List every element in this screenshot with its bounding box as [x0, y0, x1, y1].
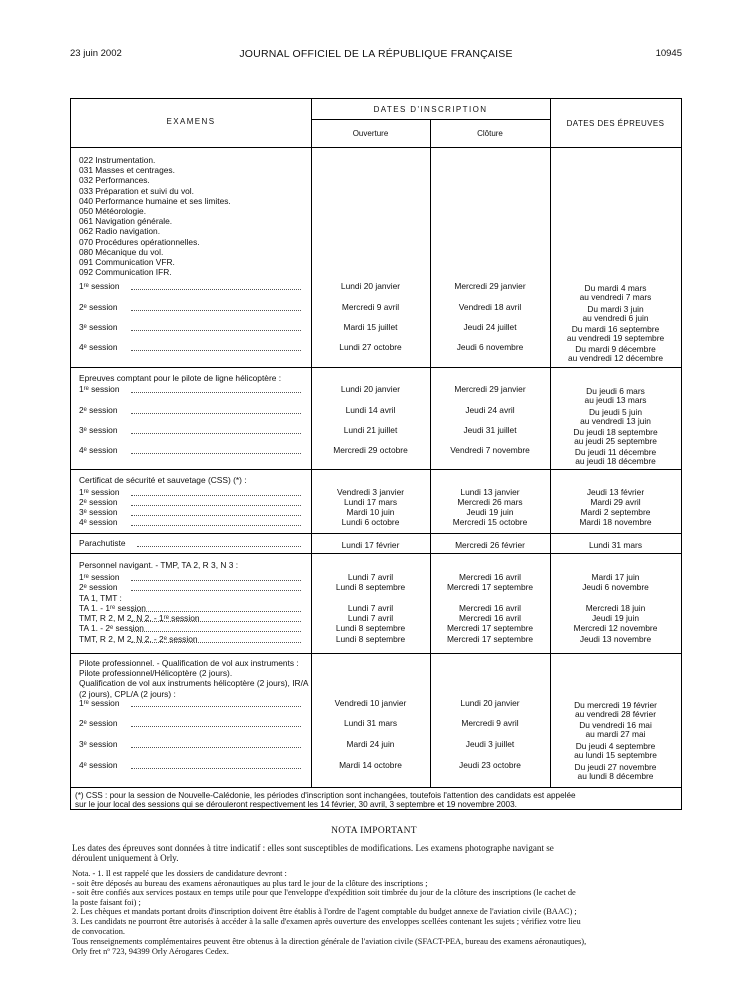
epreuve-date-end: au lundi 15 septembre [574, 750, 657, 760]
text-line: 033 Préparation et suivi du vol. [79, 185, 194, 196]
cloture-date: Jeudi 6 novembre [456, 342, 524, 352]
cloture-date: Mercredi 29 janvier [454, 281, 526, 291]
header-dates-inscription: DATES D'INSCRIPTION [373, 105, 488, 114]
epreuve-date-start: Du jeudi 27 novembre [574, 762, 657, 772]
text-line: 091 Communication VFR. [79, 257, 175, 268]
ouverture-date: Mardi 24 juin [346, 739, 395, 749]
ouverture-date: Vendredi 10 janvier [334, 698, 407, 708]
cloture-date: Mercredi 26 mars [457, 497, 523, 507]
ouverture-date: Lundi 7 avril [347, 613, 394, 623]
epreuve-date: Mardi 29 avril [590, 497, 641, 507]
section-heading: Personnel navigant. - TMP, TA 2, R 3, N 3 : [79, 560, 239, 570]
ouverture-date: Lundi 20 janvier [340, 384, 401, 394]
epreuve-date-end: au jeudi 18 décembre [575, 456, 656, 466]
epreuve-date-end: au vendredi 19 septembre [566, 333, 665, 343]
ouverture-date: Mardi 10 juin [346, 507, 395, 517]
leader-dots [131, 590, 301, 591]
exam-schedule-table [70, 98, 682, 810]
text-line: la poste faisant foi) ; [72, 897, 141, 907]
epreuve-date: Jeudi 13 novembre [579, 634, 652, 644]
session-label: 1ʳᵉ session [79, 572, 120, 582]
cloture-date: Jeudi 24 juillet [463, 322, 517, 332]
text-line: 050 Météorologie. [79, 206, 147, 217]
section-heading [79, 658, 309, 699]
session-label: 2ᵉ session [79, 582, 118, 592]
session-label: TA 1. - 2ᵉ session [79, 623, 144, 633]
issue-date: 23 juin 2002 [70, 48, 122, 59]
text-line: (*) CSS : pour la session de Nouvelle-Calédonie, les périodes d'inscription sont inchangées, toutefois l'attention des candidats est appelée [75, 791, 576, 800]
ouverture-date: Mercredi 29 octobre [333, 445, 408, 455]
cloture-date: Jeudi 31 juillet [463, 425, 517, 435]
header-dates-epreuves: DATES DES ÉPREUVES [566, 119, 665, 128]
epreuve-date-start: Du vendredi 16 mai [579, 720, 652, 730]
session-label: 2ᵉ session [79, 302, 118, 312]
leader-dots [137, 546, 301, 547]
parachutiste-label: Parachutiste [79, 538, 126, 548]
epreuve-date: Mercredi 18 juin [585, 603, 646, 613]
text-line: de convocation. [72, 926, 126, 936]
epreuve-date-end: au lundi 8 décembre [577, 771, 654, 781]
ouverture-date: Mardi 15 juillet [343, 322, 398, 332]
ouverture-date: Vendredi 3 janvier [336, 487, 405, 497]
epreuve-date: Jeudi 13 février [586, 487, 645, 497]
ouverture-date: Lundi 7 avril [347, 572, 394, 582]
ouverture-date: Lundi 14 avril [345, 405, 396, 415]
text-line: sur le jour local des sessions qui se dérouleront respectivement les 14 février, 30 avril, 3 septembre et 19 novembre 2003. [75, 800, 517, 810]
ouverture-date: Lundi 31 mars [343, 718, 398, 728]
leader-dots [131, 642, 301, 643]
epreuve-date-start: Du jeudi 6 mars [586, 386, 645, 396]
epreuve-date-start: Du mardi 16 septembre [571, 324, 660, 334]
leader-dots [131, 495, 301, 496]
footnote-css [75, 791, 576, 810]
cloture-date: Mercredi 17 septembre [446, 582, 534, 592]
leader-dots [131, 350, 301, 351]
epreuve-date-end: au jeudi 25 septembre [574, 436, 657, 446]
section-subheading: TA 1, TMT : [79, 593, 122, 603]
row-divider [71, 533, 681, 534]
epreuve-date-start: Du mardi 3 juin [587, 304, 644, 314]
session-label: 1ʳᵉ session [79, 384, 120, 394]
epreuve-date-start: Du mardi 9 décembre [575, 344, 656, 354]
text-line: Orly fret nº 723, 94399 Orly Aérogares Cedex. [72, 946, 229, 956]
cloture-date: Lundi 13 janvier [460, 487, 520, 497]
ouverture-date: Lundi 17 mars [343, 497, 398, 507]
ouverture-date: Lundi 6 octobre [341, 517, 400, 527]
header-ouverture: Ouverture [352, 129, 389, 138]
text-line: (2 jours), CPL/A (2 jours) : [79, 688, 176, 699]
cloture-date: Jeudi 23 octobre [459, 760, 521, 770]
session-label: 4ᵉ session [79, 342, 118, 352]
session-label: 2ᵉ session [79, 405, 118, 415]
epreuve-date-start: Du jeudi 5 juin [588, 407, 643, 417]
text-line: 3. Les candidats ne pourront être autorisés à accéder à la salle d'examen après ouverture des enveloppes scellées contenant les sujets ; vérifiez votre lieu [72, 916, 581, 926]
text-line: 031 Masses et centrages. [79, 165, 175, 176]
epreuve-date-start: Du jeudi 18 septembre [573, 427, 658, 437]
text-line: Tous renseignements complémentaires peuvent être obtenus à la direction générale de l'aviation civile (SFACT-PEA, bureau des examens aéronautiques), [72, 937, 587, 946]
ouverture-date: Lundi 20 janvier [340, 281, 401, 291]
epreuve-date-start: Du mardi 4 mars [584, 283, 647, 293]
text-line: Pilote professionnel. - Qualification de vol aux instruments : [79, 658, 299, 668]
cloture-date: Jeudi 24 avril [465, 405, 515, 415]
cloture-date: Vendredi 7 novembre [450, 445, 530, 455]
leader-dots [131, 611, 301, 612]
leader-dots [131, 413, 301, 414]
ouverture-date: Mardi 14 octobre [339, 760, 402, 770]
text-line: 032 Performances. [79, 175, 150, 186]
text-line: 061 Navigation générale. [79, 216, 173, 227]
text-line: Les dates des épreuves sont données à titre indicatif : elles sont susceptibles de modifications. Les examens photographe navigant se [72, 843, 554, 853]
session-label: 1ʳᵉ session [79, 487, 120, 497]
text-line: 080 Mécanique du vol. [79, 246, 164, 257]
leader-dots [131, 433, 301, 434]
leader-dots [131, 310, 301, 311]
leader-dots [131, 453, 301, 454]
leader-dots [131, 631, 301, 632]
leader-dots [131, 289, 301, 290]
epreuve-date-end: au vendredi 7 mars [579, 292, 652, 302]
cloture-date: Mercredi 16 avril [459, 613, 521, 623]
session-label: 1ʳᵉ session [79, 698, 120, 708]
leader-dots [131, 621, 301, 622]
text-line: 040 Performance humaine et ses limites. [79, 195, 231, 206]
epreuve-date-end: au vendredi 28 février [574, 709, 656, 719]
text-line: 2. Les chèques et mandats portant droits d'inscription doivent être établis à l'ordre de l'agent comptable du budget annexe de l'aviation civile (BAAC) ; [72, 907, 577, 917]
text-line: déroulent uniquement à Orly. [72, 853, 179, 864]
ouverture-date: Mercredi 9 avril [341, 302, 400, 312]
leader-dots [131, 747, 301, 748]
cloture-date: Mercredi 17 septembre [446, 634, 534, 644]
row-divider [311, 119, 550, 120]
ouverture-date: Lundi 17 février [341, 540, 400, 550]
epreuve-date-start: Du jeudi 4 septembre [575, 741, 656, 751]
row-divider [71, 367, 681, 368]
leader-dots [131, 392, 301, 393]
page-number: 10945 [655, 48, 682, 59]
epreuve-date: Mardi 2 septembre [580, 507, 651, 517]
cloture-date: Mercredi 29 janvier [454, 384, 526, 394]
text-line: Qualification de vol aux instruments hélicoptère (2 jours), IR/A [79, 678, 309, 689]
cloture-date: Mercredi 26 février [455, 540, 525, 550]
epreuve-date-end: au vendredi 12 décembre [568, 353, 663, 363]
row-divider [71, 147, 681, 148]
session-label: 3ᵉ session [79, 322, 118, 332]
ouverture-date: Lundi 8 septembre [335, 634, 406, 644]
epreuve-date: Mardi 17 juin [591, 572, 640, 582]
ouverture-date: Lundi 27 octobre [339, 342, 402, 352]
session-label: 3ᵉ session [79, 425, 118, 435]
session-label: 3ᵉ session [79, 739, 118, 749]
epreuve-date-end: au vendredi 13 juin [580, 416, 651, 426]
ouverture-date: Lundi 8 septembre [335, 623, 406, 633]
cloture-date: Mercredi 17 septembre [446, 623, 534, 633]
epreuve-date-start: Du jeudi 11 décembre [574, 447, 657, 457]
session-label: 4ᵉ session [79, 445, 118, 455]
epreuve-date: Lundi 31 mars [588, 540, 643, 550]
text-line: - soit être confiés aux services postaux en temps utile pour que l'enveloppe d'expédition soit timbrée du jour de la clôture des inscriptions (le cachet de [72, 888, 576, 898]
text-line: - soit être déposés au bureau des examens aéronautiques au plus tard le jour de la clôture des inscriptions ; [72, 878, 428, 888]
epreuve-date: Jeudi 6 novembre [582, 582, 649, 592]
text-line: 062 Radio navigation. [79, 226, 161, 237]
ouverture-date: Lundi 7 avril [347, 603, 394, 613]
session-label: 4ᵉ session [79, 517, 118, 527]
leader-dots [131, 706, 301, 707]
text-line: Nota. - 1. Il est rappelé que les dossiers de candidature devront : [72, 869, 287, 878]
epreuve-date: Mardi 18 novembre [579, 517, 652, 527]
cloture-date: Jeudi 3 juillet [465, 739, 515, 749]
section-heading: Epreuves comptant pour le pilote de ligne hélicoptère : [79, 373, 282, 383]
cloture-date: Mercredi 15 octobre [452, 517, 528, 527]
ouverture-date: Lundi 21 juillet [343, 425, 398, 435]
epreuve-date-end: au jeudi 13 mars [584, 395, 647, 405]
section-subject-list [79, 155, 231, 277]
cloture-date: Jeudi 19 juin [466, 507, 514, 517]
session-label: 4ᵉ session [79, 760, 118, 770]
cloture-date: Vendredi 18 avril [458, 302, 522, 312]
ouverture-date: Lundi 8 septembre [335, 582, 406, 592]
session-label: TA 1. - 1ʳᵉ session [79, 603, 146, 613]
header-examens: EXAMENS [166, 117, 216, 126]
col-divider [311, 99, 312, 787]
cloture-date: Lundi 20 janvier [460, 698, 520, 708]
leader-dots [131, 525, 301, 526]
row-divider [71, 553, 681, 554]
leader-dots [131, 515, 301, 516]
journal-title: JOURNAL OFFICIEL DE LA RÉPUBLIQUE FRANÇAISE [239, 48, 513, 60]
text-line: 070 Procédures opérationnelles. [79, 236, 200, 247]
leader-dots [131, 505, 301, 506]
row-divider [71, 787, 681, 788]
nota-paragraph-3 [72, 937, 682, 956]
epreuve-date: Jeudi 19 juin [591, 613, 640, 623]
section-heading: Certificat de sécurité et sauvetage (CSS) (*) : [79, 475, 247, 485]
session-label: 3ᵉ session [79, 507, 118, 517]
nota-paragraph-1 [72, 843, 682, 864]
session-label: TMT, R 2, M 2, N 2. - 2ᵉ session [79, 634, 198, 644]
text-line: 092 Communication IFR. [79, 267, 172, 278]
row-divider [71, 469, 681, 470]
epreuve-date-end: au mardi 27 mai [585, 729, 646, 739]
epreuve-date-end: au vendredi 6 juin [582, 313, 649, 323]
session-label: 2ᵉ session [79, 718, 118, 728]
leader-dots [131, 580, 301, 581]
nota-important-title: NOTA IMPORTANT [331, 826, 417, 836]
session-label: 1ʳᵉ session [79, 281, 120, 291]
epreuve-date-start: Du mercredi 19 février [574, 700, 657, 710]
text-line: Pilote professionnel/Hélicoptère (2 jours). [79, 668, 233, 679]
cloture-date: Mercredi 16 avril [459, 572, 521, 582]
leader-dots [131, 726, 301, 727]
text-line: 022 Instrumentation. [79, 155, 156, 165]
session-label: 2ᵉ session [79, 497, 118, 507]
header-cloture: Clôture [477, 129, 503, 138]
leader-dots [131, 768, 301, 769]
cloture-date: Mercredi 16 avril [459, 603, 521, 613]
nota-paragraph-2 [72, 869, 682, 936]
cloture-date: Mercredi 9 avril [461, 718, 519, 728]
session-label: TMT, R 2, M 2, N 2. - 1ʳᵉ session [79, 613, 200, 623]
row-divider [71, 653, 681, 654]
epreuve-date: Mercredi 12 novembre [573, 623, 658, 633]
leader-dots [131, 330, 301, 331]
